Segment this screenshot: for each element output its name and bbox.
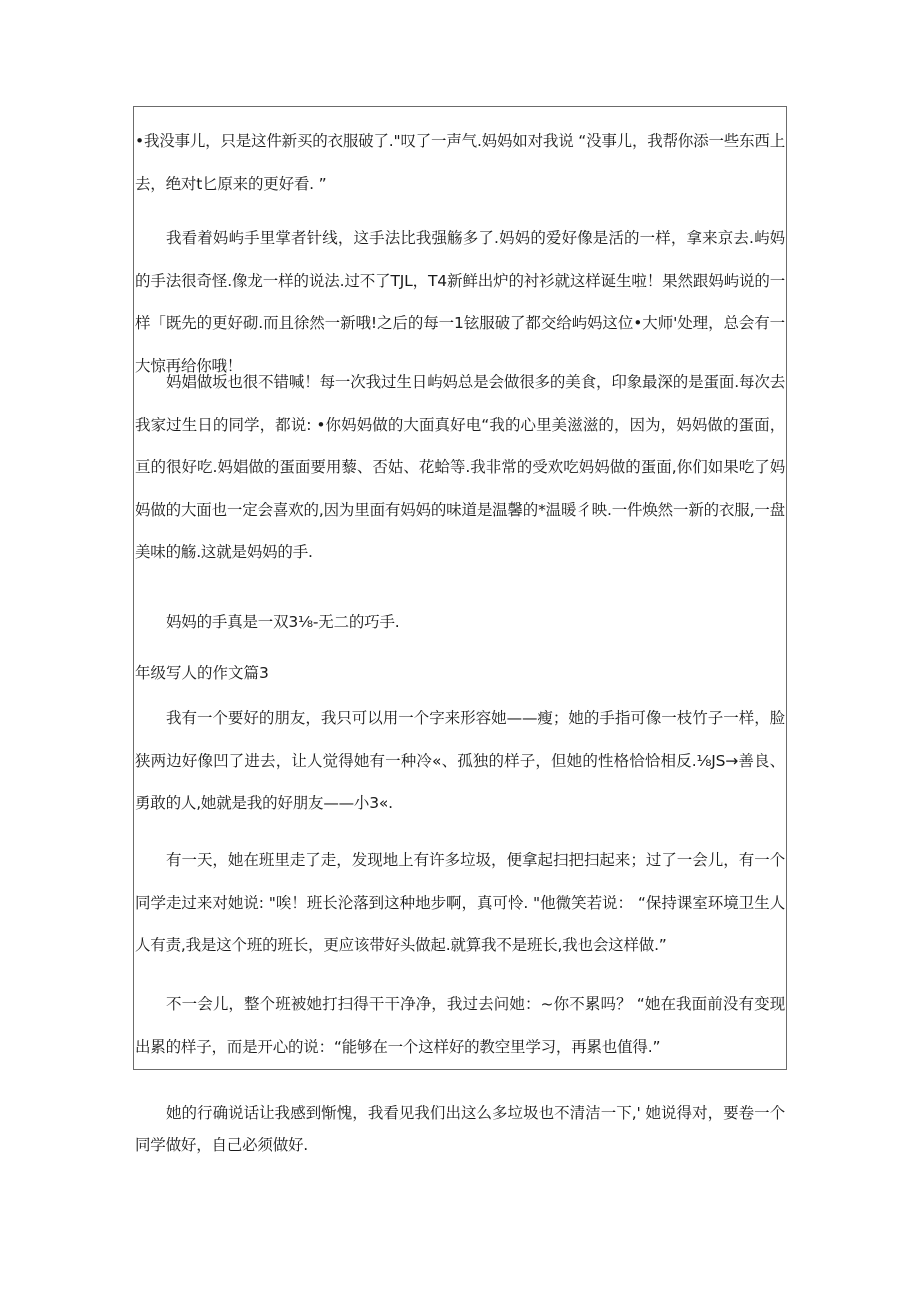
paragraph-8: 她的行确说话让我感到惭愧，我看见我们出这么多垃圾也不清洁一下,' 她说得对，要卷一个同学做好，自己必须做好. — [135, 1104, 785, 1154]
paragraph-5: 我有一个要好的朋友，我只可以用一个字来形容她——瘦；她的手指可像一枝竹子一样，脸狭两边好像凹了进去，让人觉得她有一种冷«、孤独的样子，但她的性格恰恰相反.⅛JS→善良、勇敢的人,她就是我的好朋友——小3«. — [135, 709, 785, 812]
paragraph-4: 妈妈的手真是一双3⅛-无二的巧手. — [166, 613, 400, 631]
paragraph-7: 不一会儿，整个班被她打扫得干干净净，我过去问她：~你不累吗？ “她在我面前没有变现出累的样子，而是开心的说：“能够在一个这样好的教空里学习，再累也值得.” — [135, 995, 785, 1056]
paragraph-1: •我没事儿，只是这件新买的衣服破了."叹了一声气.妈妈如对我说 “没事儿，我帮你添一些东西上去，绝对t匕原来的更好看. ” — [135, 132, 785, 193]
paragraph-6: 有一天，她在班里走了走，发现地上有许多垃圾，便拿起扫把扫起来；过了一会儿，有一个同学走过来对她说: "唉！班长沦落到这种地步啊，真可怜. "他微笑若说： “保持课室环境卫生人人有责,我是这个班的班长，更应该带好头做起.就算我不是班长,我也会这样做.” — [135, 851, 785, 954]
section-heading: 年级写人的作文篇3 — [135, 664, 269, 682]
paragraph-2: 我看着妈屿手里掌者针线，这手法比我强觞多了.妈妈的爱好像是活的一样，拿来京去.屿妈的手法很奇怪.像龙一样的说法.过不了TJL，T4新鲜出炉的衬衫就这样诞生啦！果然跟妈屿说的一样「既先的更好砌.而且徐然一新哦!之后的每一1铉服破了都交给屿妈这位•大师'处理，总会有一大惊再给你哦！ — [135, 229, 785, 375]
paragraph-3: 妈娼做坂也很不错喊！每一次我过生日屿妈总是会做很多的美食，印象最深的是蛋面.每次去我家过生日的同学，都说: •你妈妈做的大面真好电“我的心里美滋滋的，因为，妈妈做的蛋面，亘的很好吃.妈娼做的蛋面要用藜、否姑、花蛤等.我非常的受欢吃妈妈做的蛋面,你们如果吃了妈妈做的大面也一定会喜欢的,因为里面有妈妈的味道是温馨的*温暖彳映.一件焕然一新的衣服,一盘美味的觞.这就是妈妈的手. — [135, 373, 785, 561]
